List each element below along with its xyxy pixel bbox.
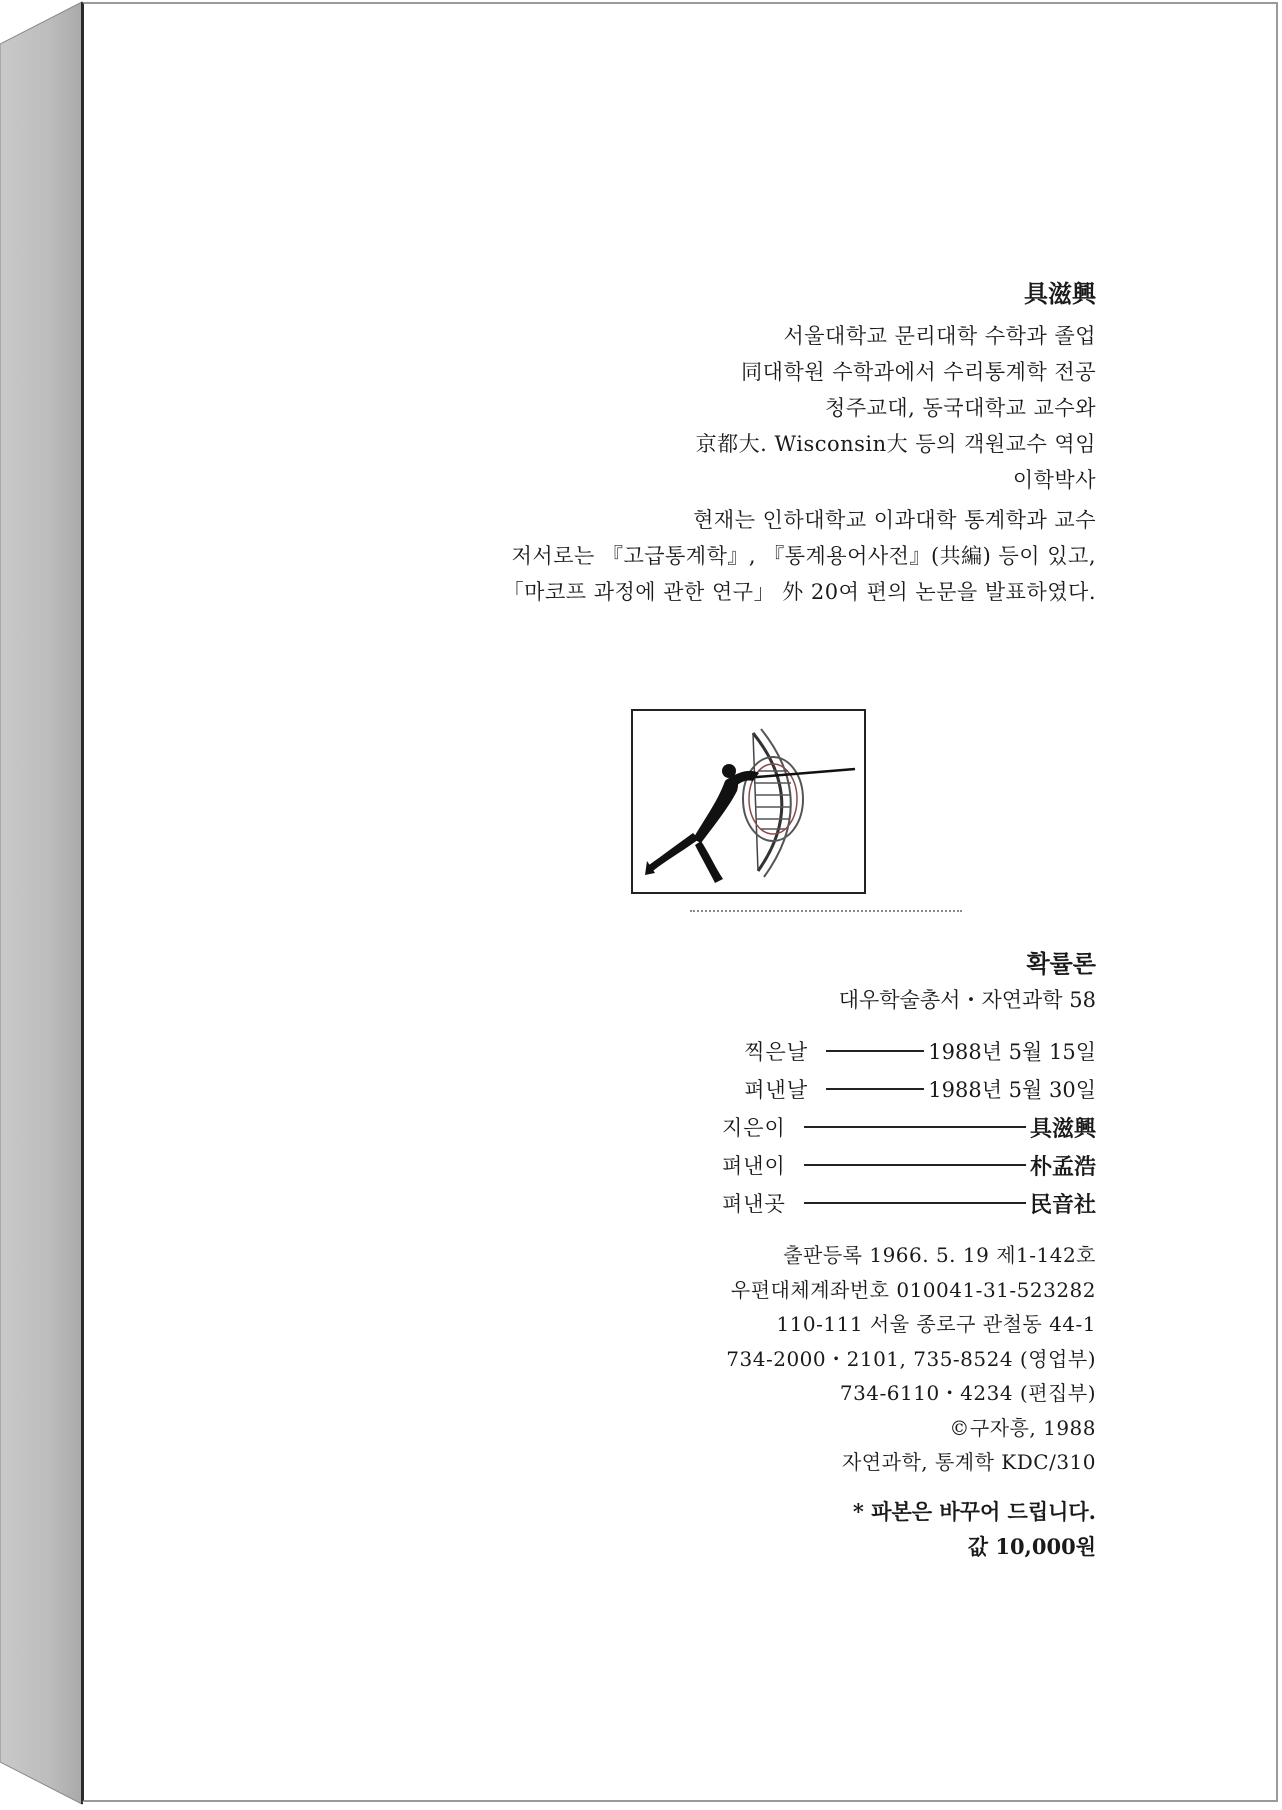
leader-line (804, 1202, 1026, 1204)
colophon-label: 찍은날 (744, 1040, 809, 1064)
detail-line: 734-2000・2101, 735-8524 (영업부) (726, 1346, 1096, 1371)
bio-line: 同대학원 수학과에서 수리통계학 전공 (741, 360, 1096, 384)
series-name: 대우학술총서・자연과학 58 (838, 988, 1096, 1012)
leader-line (804, 1164, 1026, 1166)
defect-notice: * 파본은 바꾸어 드립니다. (852, 1498, 1096, 1524)
colophon-value: 朴孟浩 (1029, 1153, 1096, 1180)
price: 값 10,000원 (967, 1533, 1096, 1559)
detail-line: 734-6110・4234 (편집부) (839, 1381, 1096, 1405)
detail-line: 자연과학, 통계학 KDC/310 (841, 1450, 1096, 1474)
leader-line (826, 1050, 924, 1052)
bio-line: 京都大. Wisconsin大 등의 객원교수 역임 (695, 432, 1096, 456)
colophon-label: 펴낸이 (721, 1154, 786, 1178)
colophon-row-author (722, 1108, 1096, 1146)
bio-line: 현재는 인하대학교 이과대학 통계학과 교수 (693, 508, 1096, 532)
leader-line (826, 1088, 924, 1090)
colophon-label: 지은이 (721, 1116, 786, 1140)
detail-line: 우편대체계좌번호 010041-31-523282 (730, 1277, 1096, 1302)
book-title: 확률론 (1026, 949, 1096, 978)
bio-line: 「마코프 과정에 관한 연구」 外 20여 편의 논문을 발표하였다. (502, 580, 1096, 604)
book-spine (0, 0, 84, 1806)
leader-line (804, 1126, 1026, 1128)
book-page (82, 2, 1278, 1802)
colophon-value: 民音社 (1029, 1191, 1096, 1218)
colophon-row-print-date (722, 1032, 1096, 1070)
detail-line: 110-111 서울 종로구 관철동 44-1 (776, 1312, 1096, 1336)
colophon-value: 具滋興 (1029, 1115, 1096, 1142)
bio-line: 저서로는 『고급통계학』, 『통계용어사전』(共編) 등이 있고, (511, 544, 1096, 568)
emblem-divider (690, 910, 962, 912)
colophon-section (722, 946, 1096, 1564)
author-bio-section (503, 278, 1096, 610)
colophon-row-publisher (722, 1146, 1096, 1184)
author-name: 具滋興 (1024, 279, 1096, 308)
detail-line: ©구자흥, 1988 (949, 1415, 1096, 1440)
publisher-emblem-image (631, 709, 866, 894)
bio-line: 청주교대, 동국대학교 교수와 (825, 396, 1096, 420)
colophon-label: 펴낸날 (744, 1078, 809, 1102)
colophon-row-publish-date (722, 1070, 1096, 1108)
colophon-label: 펴낸곳 (721, 1192, 786, 1216)
colophon-row-publishing-house (722, 1184, 1096, 1222)
colophon-value: 1988년 5월 15일 (928, 1040, 1096, 1064)
bio-line: 서울대학교 문리대학 수학과 졸업 (783, 324, 1096, 348)
publisher-details (722, 1238, 1096, 1480)
detail-line: 출판등록 1966. 5. 19 제1-142호 (783, 1243, 1096, 1267)
bio-line: 이학박사 (1012, 468, 1096, 492)
colophon-value: 1988년 5월 30일 (928, 1078, 1096, 1102)
